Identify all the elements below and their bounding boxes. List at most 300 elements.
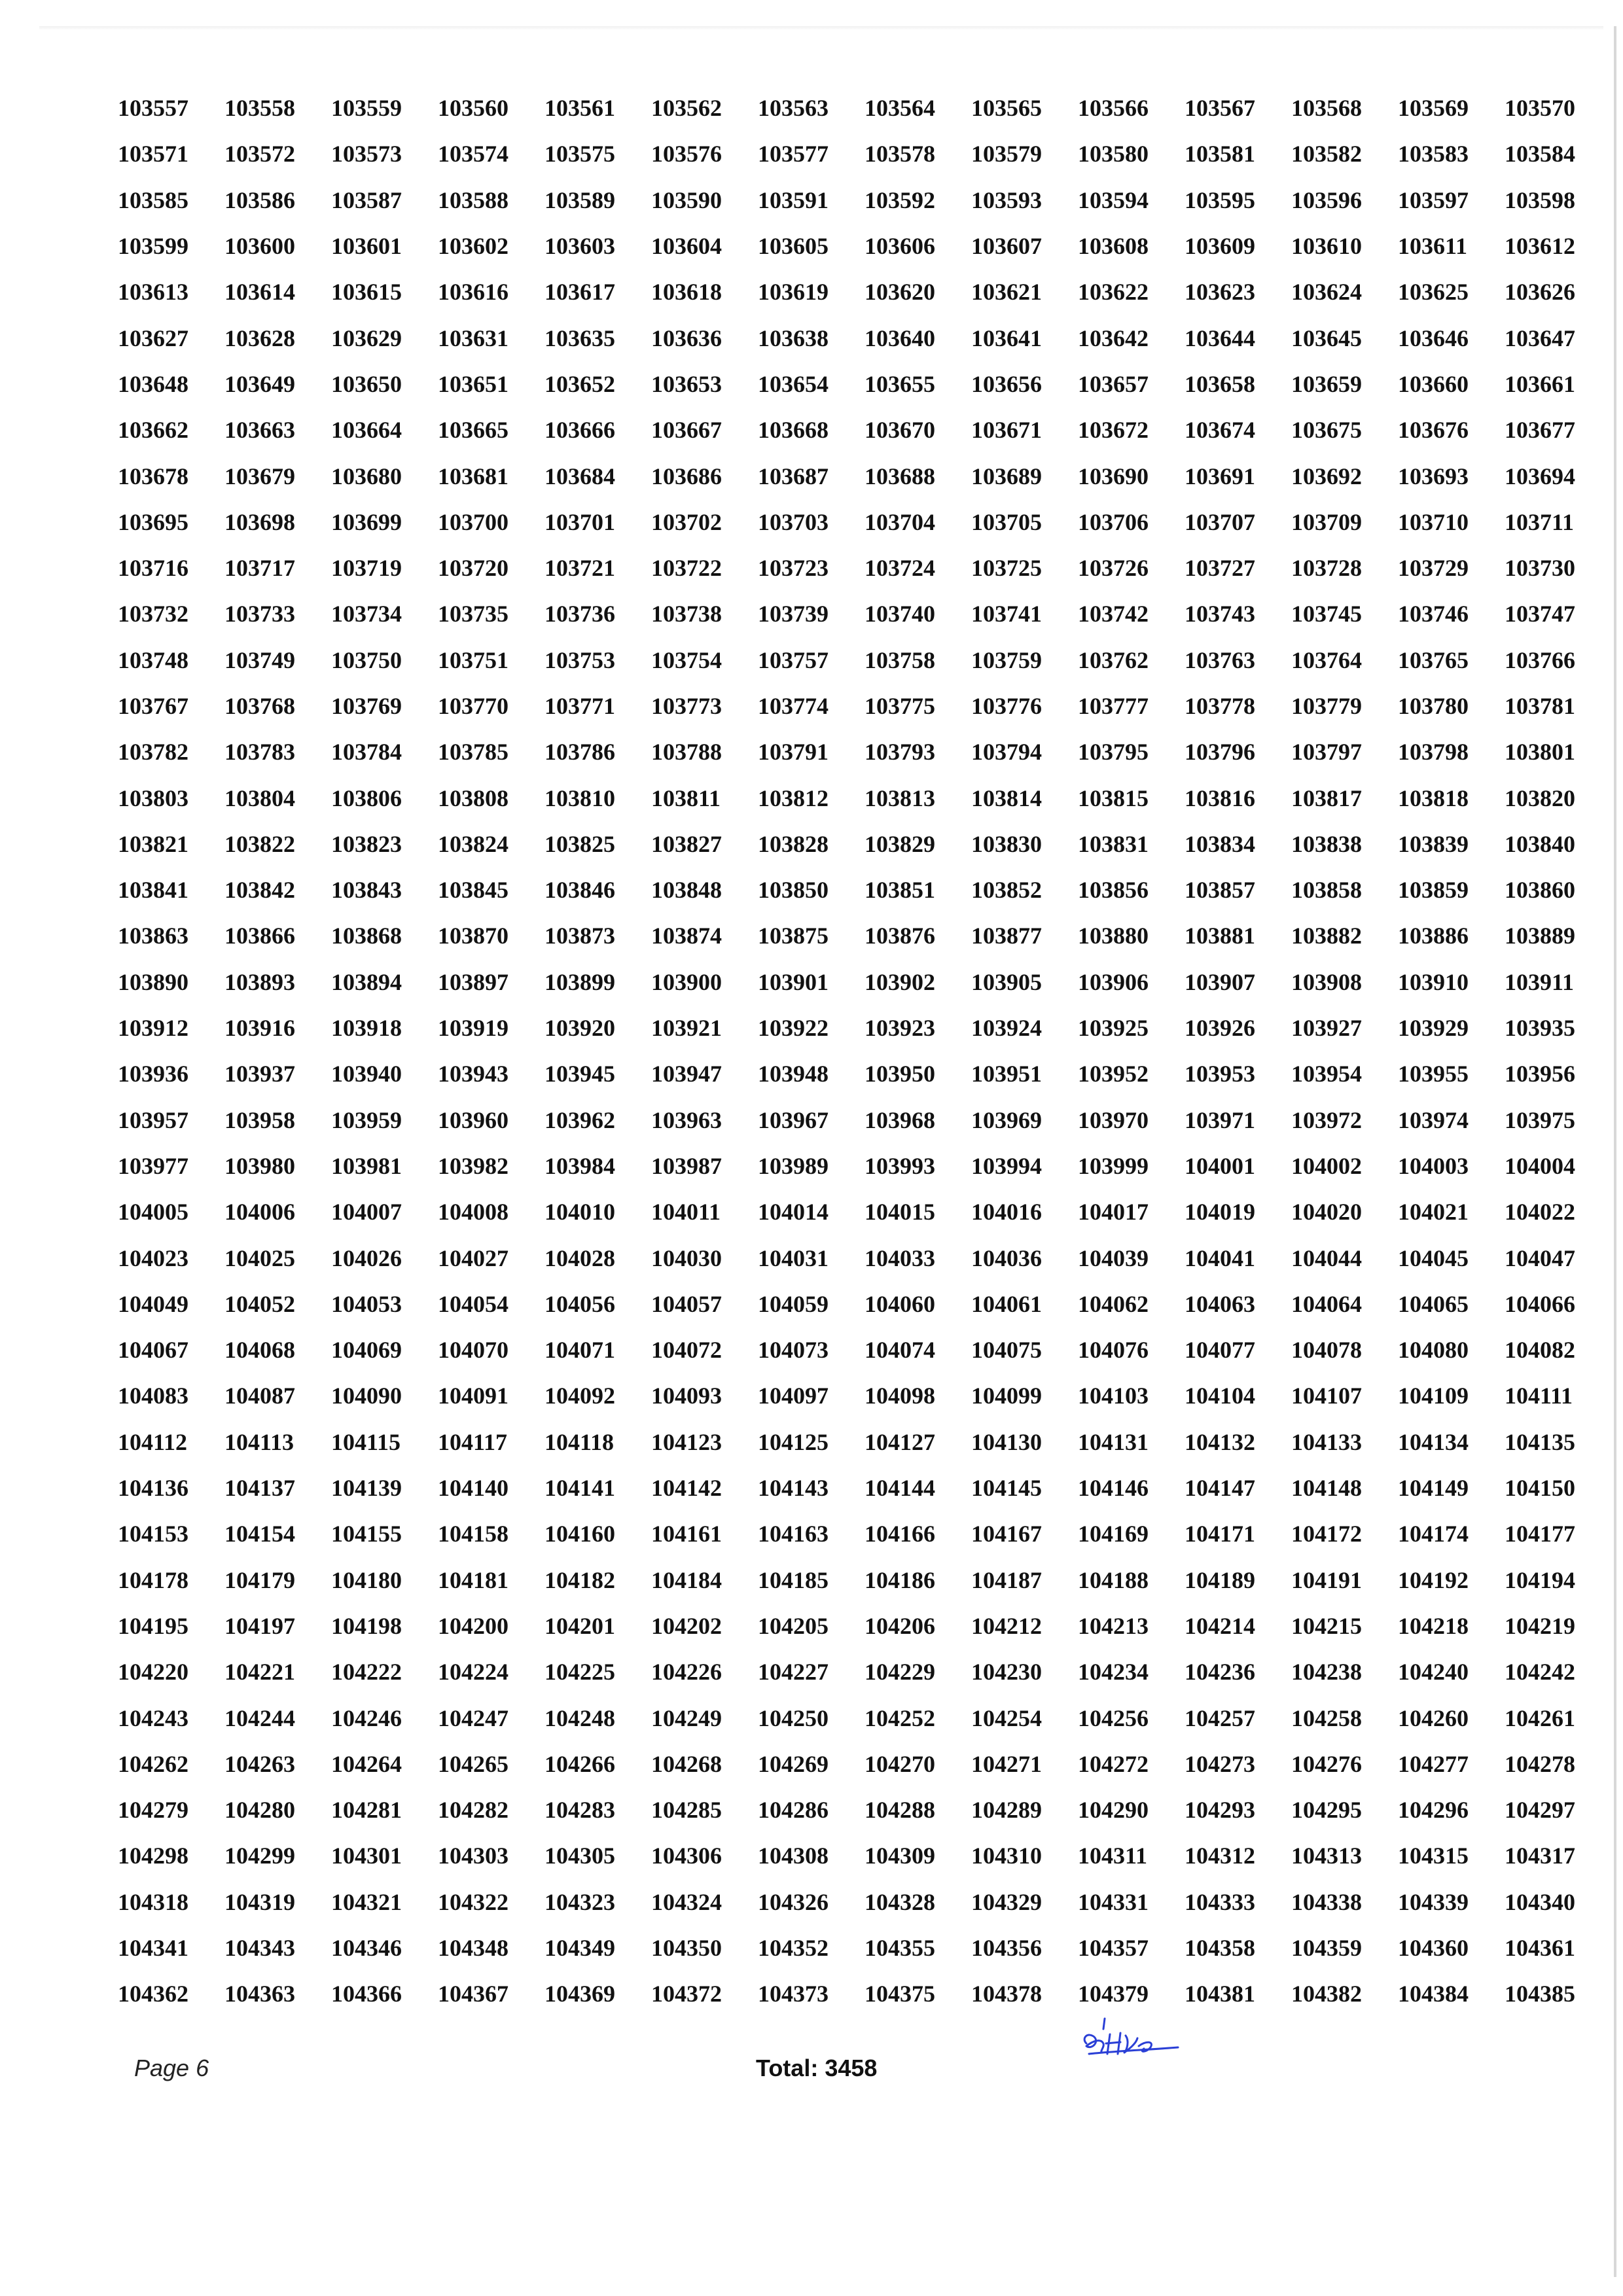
number-cell: 104115 [331,1428,401,1455]
number-cell: 103569 [1398,95,1469,122]
number-cell: 103749 [224,646,295,673]
number-cell: 104169 [1078,1521,1149,1547]
number-cell: 104182 [544,1566,615,1593]
total-label: Total: [756,2055,819,2081]
number-cell: 104031 [758,1245,829,1271]
number-cell: 104341 [118,1935,188,1962]
number-cell: 103676 [1398,417,1469,444]
number-cell: 104161 [651,1521,722,1547]
number-cell: 104373 [758,1981,829,2007]
number-cell: 103857 [1185,877,1255,904]
number-cell: 103959 [331,1106,402,1133]
number-cell: 103816 [1185,785,1255,811]
number-cell: 103808 [438,785,508,811]
number-cell: 103894 [331,968,402,995]
number-cell: 104026 [331,1245,402,1271]
table-row [118,913,1611,959]
number-cell: 104072 [651,1337,722,1364]
number-cell: 104087 [224,1383,295,1409]
number-cell: 103765 [1398,646,1469,673]
number-cell: 103723 [758,555,829,582]
number-cell: 103628 [224,325,295,351]
number-cell: 104044 [1291,1245,1362,1271]
number-cell: 103793 [865,739,935,766]
number-cell: 103728 [1291,555,1362,582]
number-cell: 103927 [1291,1015,1362,1042]
number-cell: 103814 [971,785,1042,811]
number-cell: 103859 [1398,877,1469,904]
number-cell: 103709 [1291,508,1362,535]
number-cell: 103762 [1078,646,1149,673]
number-cell: 104310 [971,1843,1042,1869]
number-cell: 103729 [1398,555,1469,582]
number-cell: 103999 [1078,1152,1149,1179]
number-cell: 104317 [1505,1843,1575,1869]
number-cell: 104244 [224,1704,295,1731]
number-cell: 103561 [544,95,615,122]
number-cell: 104148 [1291,1475,1362,1502]
number-cell: 103926 [1185,1015,1255,1042]
number-cell: 104002 [1291,1152,1362,1179]
number-cell: 103747 [1505,601,1575,627]
number-cell: 104295 [1291,1797,1362,1824]
number-cell: 104146 [1078,1475,1149,1502]
number-cell: 104277 [1398,1750,1469,1777]
number-cell: 103570 [1505,95,1575,122]
number-cell: 103670 [865,417,935,444]
number-cell: 104188 [1078,1566,1149,1593]
number-cell: 104195 [118,1612,188,1639]
scan-top-shadow [39,26,1603,30]
number-cell: 103868 [331,923,402,949]
number-cell: 103950 [865,1061,935,1087]
number-cell: 103781 [1505,693,1575,719]
number-cell: 103748 [118,646,188,673]
number-cell: 104279 [118,1797,188,1824]
number-cell: 103564 [865,95,935,122]
scan-page-edge [1614,26,1616,2277]
number-cell: 103658 [1185,370,1255,397]
number-cell: 104260 [1398,1704,1469,1731]
number-cell: 103626 [1505,279,1575,306]
number-cell: 104078 [1291,1337,1362,1364]
number-cell: 103840 [1505,830,1575,857]
number-cell: 103923 [865,1015,935,1042]
number-cell: 103955 [1398,1061,1469,1087]
table-row [118,1465,1611,1511]
number-cell: 103850 [758,877,829,904]
number-cell: 104297 [1505,1797,1575,1824]
table-row [118,591,1611,637]
number-cell: 104061 [971,1290,1042,1317]
number-cell: 104303 [438,1843,508,1869]
total-count [756,2055,877,2082]
number-cell: 104212 [971,1612,1042,1639]
table-row [118,1603,1611,1649]
number-cell: 104356 [971,1935,1042,1962]
number-cell: 103684 [544,463,615,489]
number-cell: 103773 [651,693,722,719]
number-cell: 104132 [1185,1428,1255,1455]
number-cell: 103960 [438,1106,508,1133]
number-cell: 104286 [758,1797,829,1824]
number-cell: 103948 [758,1061,829,1087]
number-cell: 103566 [1078,95,1149,122]
number-cell: 103757 [758,646,829,673]
number-cell: 103821 [118,830,188,857]
number-cell: 103730 [1505,555,1575,582]
number-cell: 104117 [438,1428,508,1455]
table-row [118,683,1611,729]
number-cell: 103759 [971,646,1042,673]
number-cell: 104329 [971,1888,1042,1915]
number-cell: 104266 [544,1750,615,1777]
table-row [118,1649,1611,1695]
number-cell: 103607 [971,233,1042,260]
number-cell: 104339 [1398,1888,1469,1915]
number-cell: 104189 [1185,1566,1255,1593]
number-cell: 104206 [865,1612,935,1639]
number-cell: 104109 [1398,1383,1469,1409]
number-cell: 104313 [1291,1843,1362,1869]
number-cell: 103585 [118,186,188,213]
number-cell: 103644 [1185,325,1255,351]
number-cell: 104057 [651,1290,722,1317]
number-cell: 103918 [331,1015,402,1042]
number-cell: 103795 [1078,739,1149,766]
number-cell: 104221 [224,1659,295,1686]
number-cell: 103877 [971,923,1042,949]
number-cell: 103769 [331,693,402,719]
number-cell: 103981 [331,1152,402,1179]
number-cell: 104318 [118,1888,188,1915]
number-cell: 103671 [971,417,1042,444]
number-cell: 103763 [1185,646,1255,673]
number-cell: 103681 [438,463,508,489]
number-cell: 103897 [438,968,508,995]
number-cell: 104299 [224,1843,295,1869]
number-cell: 104224 [438,1659,508,1686]
number-cell: 103701 [544,508,615,535]
number-cell: 103710 [1398,508,1469,535]
number-cell: 103766 [1505,646,1575,673]
number-cell: 104020 [1291,1199,1362,1226]
number-cell: 104264 [331,1750,402,1777]
number-cell: 103667 [651,417,722,444]
number-cell: 104278 [1505,1750,1575,1777]
number-cell: 103870 [438,923,508,949]
number-cell: 104123 [651,1428,722,1455]
number-cell: 104361 [1505,1935,1575,1962]
number-cell: 103741 [971,601,1042,627]
number-cell: 103776 [971,693,1042,719]
number-cell: 103557 [118,95,188,122]
number-cell: 103860 [1505,877,1575,904]
number-cell: 103703 [758,508,829,535]
number-cell: 104133 [1291,1428,1362,1455]
number-cell: 104220 [118,1659,188,1686]
number-cell: 103605 [758,233,829,260]
number-cell: 103636 [651,325,722,351]
number-cell: 103827 [651,830,722,857]
number-cell: 103638 [758,325,829,351]
number-cell: 103876 [865,923,935,949]
table-row [118,1557,1611,1603]
number-cell: 103866 [224,923,295,949]
number-cell: 103609 [1185,233,1255,260]
number-cell: 104305 [544,1843,615,1869]
number-cell: 104008 [438,1199,508,1226]
number-cell: 103690 [1078,463,1149,489]
number-cell: 103786 [544,739,615,766]
number-cell: 103974 [1398,1106,1469,1133]
number-cell: 104141 [544,1475,615,1502]
number-cell: 103677 [1505,417,1575,444]
number-cell: 103668 [758,417,829,444]
number-cell: 103654 [758,370,829,397]
number-cell: 103619 [758,279,829,306]
number-cell: 104236 [1185,1659,1255,1686]
number-cell: 103631 [438,325,508,351]
number-cell: 104149 [1398,1475,1469,1502]
number-cell: 103734 [331,601,402,627]
number-cell: 103758 [865,646,935,673]
number-cell: 103943 [438,1061,508,1087]
number-cell: 103562 [651,95,722,122]
number-cell: 104384 [1398,1981,1469,2007]
number-cell: 104249 [651,1704,722,1731]
number-cell: 103994 [971,1152,1042,1179]
number-cell: 104358 [1185,1935,1255,1962]
number-cell: 104238 [1291,1659,1362,1686]
number-cell: 103980 [224,1152,295,1179]
number-cell: 103929 [1398,1015,1469,1042]
number-cell: 104240 [1398,1659,1469,1686]
number-cell: 103851 [865,877,935,904]
number-cell: 104011 [651,1199,721,1226]
table-row [118,453,1611,499]
number-cell: 103660 [1398,370,1469,397]
number-cell: 104147 [1185,1475,1255,1502]
number-cell: 103958 [224,1106,295,1133]
number-cell: 103678 [118,463,188,489]
number-cell: 103592 [865,186,935,213]
number-cell: 103593 [971,186,1042,213]
number-cell: 103906 [1078,968,1149,995]
number-cell: 103694 [1505,463,1575,489]
number-cell: 104323 [544,1888,615,1915]
number-cell: 104004 [1505,1152,1575,1179]
number-cell: 104185 [758,1566,829,1593]
number-cell: 103954 [1291,1061,1362,1087]
number-cell: 104191 [1291,1566,1362,1593]
number-cell: 104293 [1185,1797,1255,1824]
number-cell: 103742 [1078,601,1149,627]
number-cell: 103848 [651,877,722,904]
table-row [118,1695,1611,1740]
number-cell: 104092 [544,1383,615,1409]
number-cell: 103882 [1291,923,1362,949]
number-cell: 103899 [544,968,615,995]
number-cell: 103963 [651,1106,722,1133]
number-cell: 104202 [651,1612,722,1639]
number-cell: 103576 [651,141,722,168]
number-cell: 103691 [1185,463,1255,489]
number-cell: 104069 [331,1337,402,1364]
number-cell: 104166 [865,1521,935,1547]
number-cell: 104375 [865,1981,935,2007]
number-cell: 104269 [758,1750,829,1777]
number-cell: 103740 [865,601,935,627]
number-cell: 103584 [1505,141,1575,168]
number-cell: 103875 [758,923,829,949]
number-cell: 104063 [1185,1290,1255,1317]
number-cell: 103598 [1505,186,1575,213]
number-cell: 104379 [1078,1981,1149,2007]
number-cell: 103580 [1078,141,1149,168]
number-cell: 103858 [1291,877,1362,904]
number-cell: 104352 [758,1935,829,1962]
number-cell: 103693 [1398,463,1469,489]
number-cell: 104298 [118,1843,188,1869]
number-cell: 103750 [331,646,402,673]
number-cell: 104023 [118,1245,188,1271]
number-cell: 104315 [1398,1843,1469,1869]
number-cell: 104187 [971,1566,1042,1593]
number-cell: 103617 [544,279,615,306]
number-cell: 104135 [1505,1428,1575,1455]
table-row [118,269,1611,315]
number-cell: 103839 [1398,830,1469,857]
table-row [118,85,1611,131]
number-cell: 103796 [1185,739,1255,766]
number-cell: 104073 [758,1337,829,1364]
number-cell: 104343 [224,1935,295,1962]
number-cell: 103577 [758,141,829,168]
number-cell: 103922 [758,1015,829,1042]
number-cell: 103663 [224,417,295,444]
number-cell: 104321 [331,1888,402,1915]
number-cell: 104036 [971,1245,1042,1271]
number-cell: 103962 [544,1106,615,1133]
number-cell: 104103 [1078,1383,1149,1409]
number-cell: 104153 [118,1521,188,1547]
number-cell: 103726 [1078,555,1149,582]
number-cell: 103706 [1078,508,1149,535]
number-cell: 103620 [865,279,935,306]
number-cell: 104082 [1505,1337,1575,1364]
number-cell: 104070 [438,1337,508,1364]
number-cell: 104127 [865,1428,935,1455]
number-cell: 103785 [438,739,508,766]
number-cell: 104256 [1078,1704,1149,1731]
number-cell: 103846 [544,877,615,904]
number-cell: 103596 [1291,186,1362,213]
number-cell: 104041 [1185,1245,1255,1271]
number-cell: 104143 [758,1475,829,1502]
number-cell: 104200 [438,1612,508,1639]
number-cell: 103707 [1185,508,1255,535]
number-cell: 103652 [544,370,615,397]
number-cell: 103779 [1291,693,1362,719]
number-cell: 103818 [1398,785,1469,811]
number-cell: 104019 [1185,1199,1255,1226]
number-cell: 103797 [1291,739,1362,766]
table-row [118,177,1611,223]
table-row [118,1051,1611,1097]
number-cell: 104363 [224,1981,295,2007]
table-row [118,1741,1611,1787]
number-cell: 104340 [1505,1888,1575,1915]
number-cell: 104288 [865,1797,935,1824]
number-cell: 103889 [1505,923,1575,949]
number-cell: 103881 [1185,923,1255,949]
number-cell: 103672 [1078,417,1149,444]
number-cell: 104328 [865,1888,935,1915]
number-cell: 104270 [865,1750,935,1777]
number-cell: 103594 [1078,186,1149,213]
number-cell: 103828 [758,830,829,857]
number-cell: 103606 [865,233,935,260]
number-cell: 103699 [331,508,402,535]
number-cell: 103597 [1398,186,1469,213]
number-cell: 104348 [438,1935,508,1962]
number-cell: 104062 [1078,1290,1149,1317]
number-cell: 104017 [1078,1199,1149,1226]
number-cell: 103777 [1078,693,1149,719]
number-cell: 104205 [758,1612,829,1639]
number-cell: 103834 [1185,830,1255,857]
number-cell: 104357 [1078,1935,1149,1962]
number-cell: 104006 [224,1199,295,1226]
number-cell: 104290 [1078,1797,1149,1824]
number-cell: 104268 [651,1750,722,1777]
number-cell: 104125 [758,1428,829,1455]
number-cell: 104248 [544,1704,615,1731]
number-cell: 104053 [331,1290,402,1317]
number-cell: 103952 [1078,1061,1149,1087]
number-cell: 103647 [1505,325,1575,351]
number-cell: 104172 [1291,1521,1362,1547]
number-cell: 104301 [331,1843,402,1869]
number-cell: 103641 [971,325,1042,351]
number-cell: 104214 [1185,1612,1255,1639]
number-cell: 104074 [865,1337,935,1364]
table-row [118,361,1611,407]
number-cell: 104033 [865,1245,935,1271]
number-cell: 103782 [118,739,188,766]
number-cell: 103579 [971,141,1042,168]
number-cell: 103843 [331,877,402,904]
table-row [118,959,1611,1005]
number-cell: 104281 [331,1797,402,1824]
table-row [118,1143,1611,1189]
number-cell: 104022 [1505,1199,1575,1226]
number-cell: 104001 [1185,1152,1255,1179]
number-cell: 104326 [758,1888,829,1915]
number-cell: 103822 [224,830,295,857]
number-cell: 103688 [865,463,935,489]
table-row [118,315,1611,361]
number-cell: 103650 [331,370,402,397]
table-row [118,1879,1611,1925]
number-cell: 104107 [1291,1383,1362,1409]
number-cell: 104257 [1185,1704,1255,1731]
number-cell: 104171 [1185,1521,1255,1547]
number-cell: 103616 [438,279,508,306]
number-cell: 103724 [865,555,935,582]
number-cell: 103767 [118,693,188,719]
